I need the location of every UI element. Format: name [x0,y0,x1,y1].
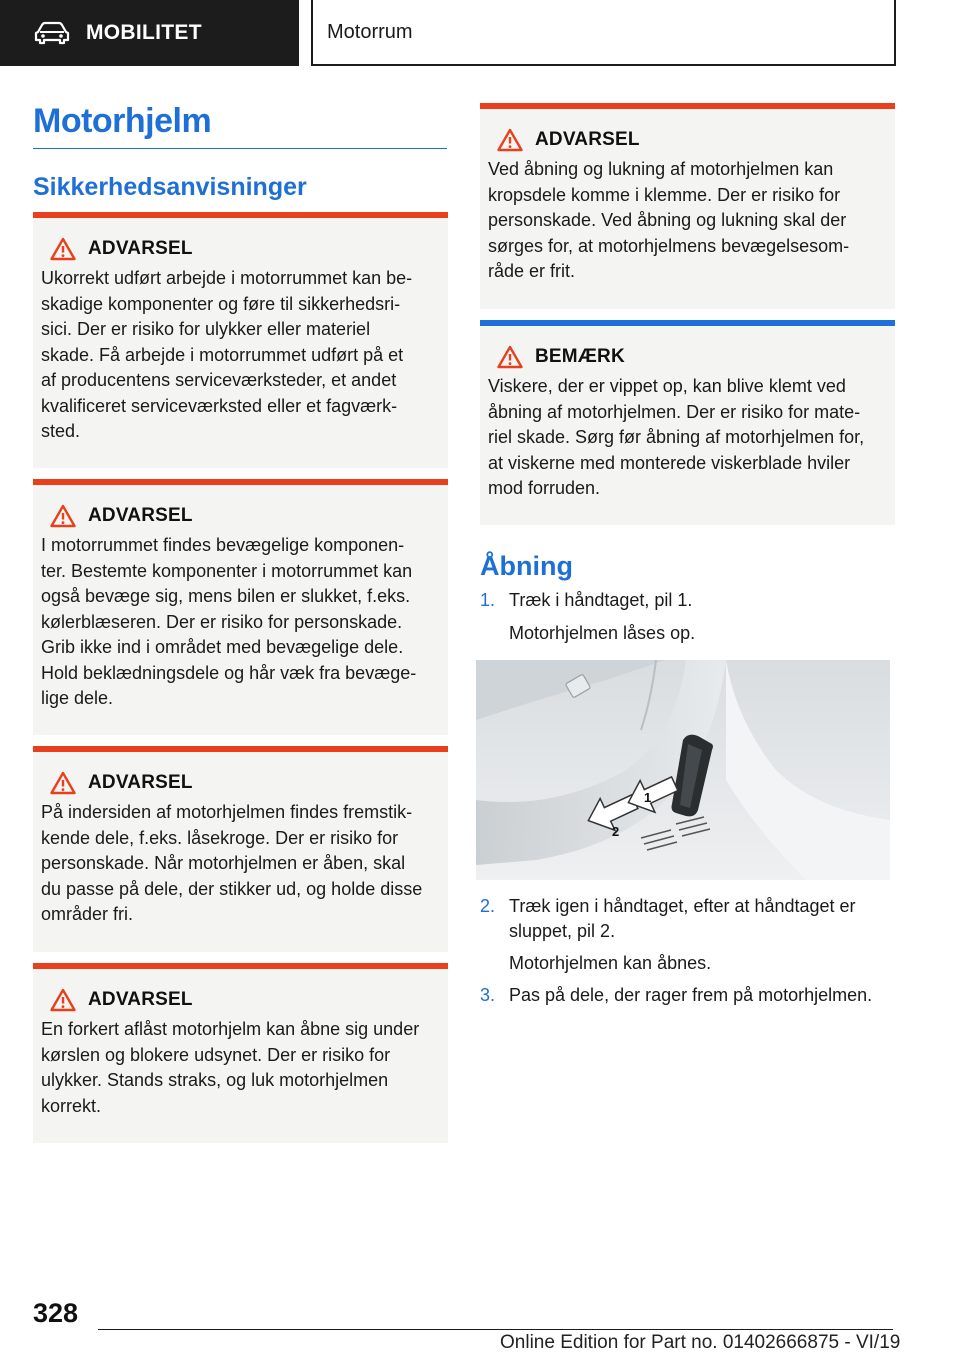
section-label: MOBILITET [86,21,202,44]
footer-rule [98,1329,893,1330]
warning-text: En forkert aflåst motorhjelm kan åbne sig under kørslen og blokere udsynet. Der er risiko for ulykker. Stands straks, og luk motorhjelmen korrekt. [41,1019,420,1116]
subsection-label: Motorrum [327,20,413,43]
warning-title: ADVARSEL [88,238,193,259]
edition-text: Online Edition for Part no. 01402666875 - VI/19 [500,1332,901,1353]
warning-triangle-icon [50,771,76,795]
notice-title: BEMÆRK [535,346,625,367]
page-number: 328 [33,1298,79,1328]
step-text: Træk igen i håndtaget, efter at håndtaget er [509,896,856,916]
warning-triangle-icon [50,237,76,261]
warning-box [480,103,895,309]
warning-title: ADVARSEL [88,989,193,1010]
warning-text: På indersiden af motorhjelmen findes fremstik- kende dele, f.eks. låsekroge. Der er risiko for personskade. Når motorhjelmen er åben, skal du passe på dele, der stikker ud, og holde disse områder fri. [41,802,423,924]
notice-box [480,320,895,525]
section-tab[interactable] [0,0,299,66]
warning-box [33,212,448,468]
step-number: 1. [480,590,496,610]
warning-text: I motorrummet findes bevægelige komponen- ter. Bestemte komponenter i motorrummet kan også bevæge sig, mens bilen er slukket, f.eks. kølerblæseren. Der er risiko for personskade. Grib ikke ind i området med bevægelige dele. Hold beklædningsdele og hår væk fra bevæge- lige dele. [41,535,417,708]
step-number: 3. [480,985,496,1005]
warning-text: Ukorrekt udført arbejde i motorrummet kan be- skadige komponenter og føre til sikkerhedsri- sici. Der er risiko for ulykker eller materiel skade. Få arbejde i motorrummet udført på et af producentens serviceværksteder, et andet kvalificeret serviceværksted eller et fagværk- sted. [41,268,413,441]
step-text: Træk i håndtaget, pil 1. [509,590,693,610]
warning-triangle-icon [497,128,523,152]
warning-box [33,963,448,1143]
warning-title: ADVARSEL [88,772,193,793]
notice-text: Viskere, der er vippet op, kan blive klemt ved åbning af motorhjelmen. Der er risiko for mate- riel skade. Sørg før åbning af motorhjelmen for, at viskerne med monterede viskerblade hviler mod forruden. [488,376,865,498]
step-number: 2. [480,896,496,916]
hood-release-drawing [476,660,890,880]
warning-triangle-icon [50,988,76,1012]
hood-release-illustration [476,660,890,880]
car-icon [34,21,70,45]
arrow-label-2: 2 [612,824,620,839]
warning-box [33,479,448,735]
arrow-label-1: 1 [644,790,652,805]
step-text-continued: sluppet, pil 2. [509,921,616,941]
warning-title: ADVARSEL [88,505,193,526]
step-note: Motorhjelmen låses op. [509,623,696,643]
step-text: Pas på dele, der rager frem på motorhjelmen. [509,985,873,1005]
section-subtitle: Sikkerhedsanvisninger [33,173,307,201]
warning-title: ADVARSEL [535,129,640,150]
subsection-header[interactable] [311,0,896,66]
warning-box [33,746,448,952]
notice-triangle-icon [497,345,523,369]
step-note: Motorhjelmen kan åbnes. [509,953,712,973]
page-title: Motorhjelm [33,100,447,149]
warning-triangle-icon [50,504,76,528]
warning-text: Ved åbning og lukning af motorhjelmen kan kropsdele komme i klemme. Der er risiko for personskade. Ved åbning og lukning skal der sørges for, at motorhjelmens bevægelsesom- råde er frit. [488,159,850,281]
opening-title: Åbning [480,551,573,581]
